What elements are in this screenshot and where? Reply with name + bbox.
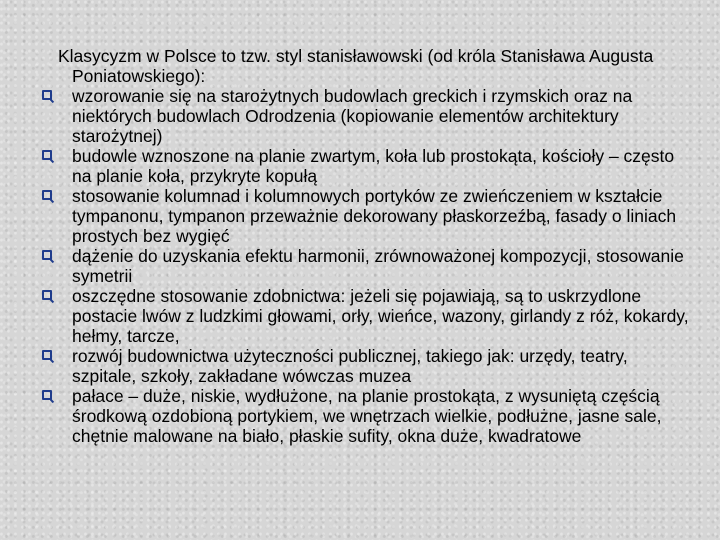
list-item [58, 186, 692, 246]
list-item [58, 146, 692, 186]
slide-content [58, 46, 692, 446]
checkbox-bullet-icon [42, 250, 52, 260]
list-item-text: oszczędne stosowanie zdobnictwa: jeżeli się pojawiają, są to uskrzydlone postacie lwów z ludzkimi głowami, orły, wieńce, wazony, girlandy z róż, kokardy, hełmy, tarcze, [72, 286, 689, 346]
bullet-list [58, 86, 692, 446]
list-item [58, 246, 692, 286]
list-item-text: budowle wznoszone na planie zwartym, koła lub prostokąta, kościoły – często na planie koła, przykryte kopułą [72, 146, 675, 186]
list-item-text: pałace – duże, niskie, wydłużone, na planie prostokąta, z wysuniętą częścią środkową ozdobioną portykiem, we wnętrzach wielkie, podłużne, jasne sale, chętnie malowane na biało, płaskie sufity, okna duże, kwadratowe [72, 386, 662, 446]
list-item [58, 386, 692, 446]
list-item-text: rozwój budownictwa użyteczności publicznej, takiego jak: urzędy, teatry, szpitale, szkoły, zakładane wówczas muzea [72, 346, 628, 386]
list-item-text: wzorowanie się na starożytnych budowlach greckich i rzymskich oraz na niektórych budowlach Odrodzenia (kopiowanie elementów architektury starożytnej) [72, 86, 633, 146]
checkbox-bullet-icon [42, 150, 52, 160]
list-item [58, 346, 692, 386]
checkbox-bullet-icon [42, 390, 52, 400]
checkbox-bullet-icon [42, 90, 52, 100]
list-item-text: stosowanie kolumnad i kolumnowych portyków ze zwieńczeniem w kształcie tympanonu, tympanon przeważnie dekorowany płaskorzeźbą, fasady o liniach prostych bez wygięć [72, 186, 677, 246]
intro-text: Klasycyzm w Polsce to tzw. styl stanisławowski (od króla Stanisława Augusta Poniatowskiego): [58, 46, 654, 86]
checkbox-bullet-icon [42, 190, 52, 200]
checkbox-bullet-icon [42, 290, 52, 300]
checkbox-bullet-icon [42, 350, 52, 360]
list-item [58, 86, 692, 146]
list-item-text: dążenie do uzyskania efektu harmonii, zrównoważonej kompozycji, stosowanie symetrii [72, 246, 684, 286]
list-item [58, 286, 692, 346]
